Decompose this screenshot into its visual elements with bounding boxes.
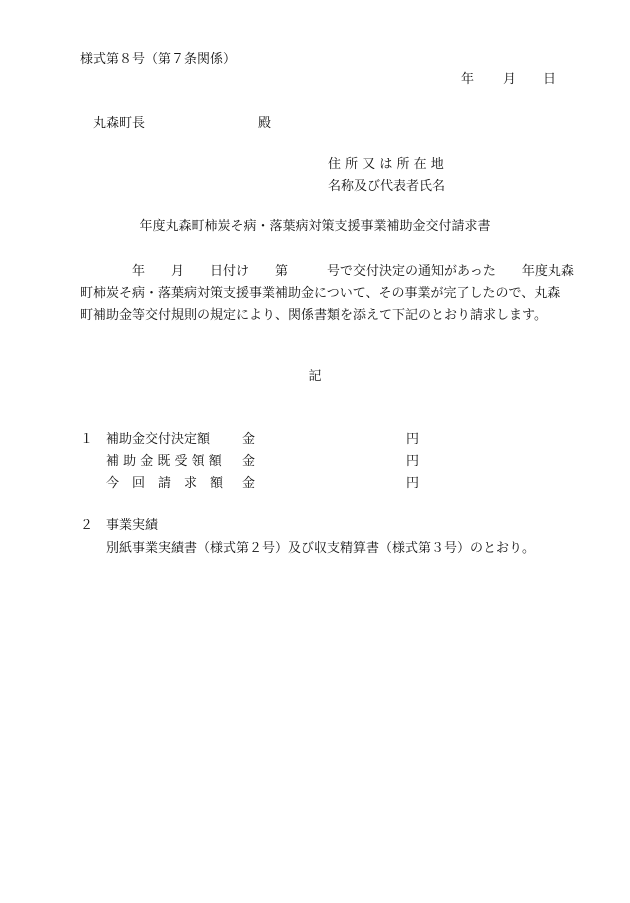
amount-label: 補助金交付決定額 xyxy=(106,432,211,447)
body-paragraph xyxy=(80,261,574,327)
kin-label: 金 xyxy=(242,476,256,491)
section-2-text: 別紙事業実績書（様式第２号）及び収支精算書（様式第３号）のとおり。 xyxy=(106,541,536,556)
date-day-label: 日 xyxy=(543,72,557,87)
document-title: 年度丸森町柿炭そ病・落葉病対策支援事業補助金交付請求書 xyxy=(139,219,491,234)
body-line: 町補助金等交付規則の規定により、関係書類を添えて下記のとおり請求します。 xyxy=(80,308,547,323)
recipient-name: 丸森町長 xyxy=(93,116,146,131)
date-year-label: 年 xyxy=(461,72,475,87)
body-line: 町柿炭そ病・落葉病対策支援事業補助金について、その事業が完了したので、丸森 xyxy=(80,286,561,301)
section-1-number: １ xyxy=(80,432,94,447)
date-month-label: 月 xyxy=(503,72,517,87)
yen-label: 円 xyxy=(406,432,420,447)
form-label: 様式第８号（第７条関係） xyxy=(80,52,237,67)
body-line: 年 月 日付け 第 号で交付決定の通知があった 年度丸森 xyxy=(80,264,574,279)
yen-label: 円 xyxy=(406,476,420,491)
section-2-heading: 事業実績 xyxy=(106,518,159,533)
ki-note: 記 xyxy=(308,369,322,384)
yen-label: 円 xyxy=(406,454,420,469)
kin-label: 金 xyxy=(242,432,256,447)
kin-label: 金 xyxy=(242,454,256,469)
amount-label: 補 助 金 既 受 領 額 xyxy=(106,454,222,469)
recipient-honorific: 殿 xyxy=(258,116,272,131)
representative-name-label: 名称及び代表者氏名 xyxy=(328,179,446,194)
address-label: 住 所 又 は 所 在 地 xyxy=(328,157,444,172)
section-2-number: ２ xyxy=(80,518,94,533)
amount-label: 今 回 請 求 額 xyxy=(106,476,224,491)
